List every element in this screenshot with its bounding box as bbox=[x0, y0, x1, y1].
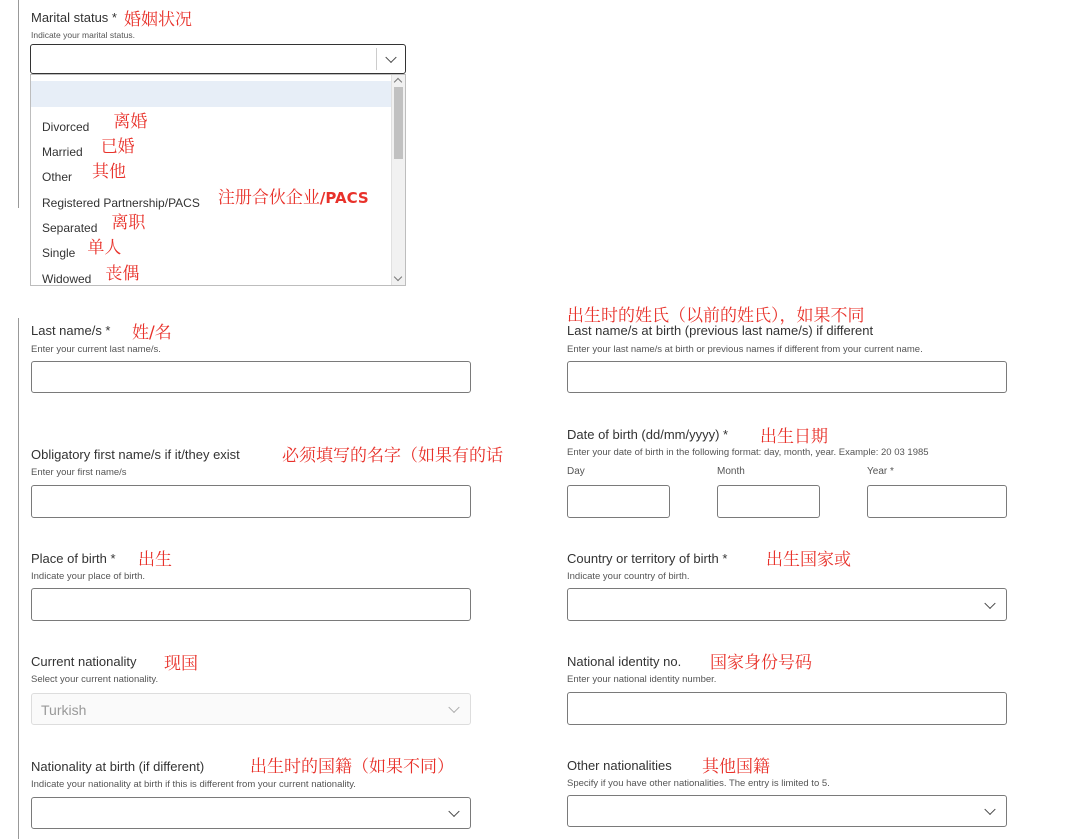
place-of-birth-hint: Indicate your place of birth. bbox=[31, 571, 146, 582]
national-id-hint: Enter your national identity number. bbox=[567, 674, 717, 685]
current-nationality-hint: Select your current nationality. bbox=[31, 674, 159, 685]
dob-year-input[interactable] bbox=[867, 485, 1007, 518]
marital-status-label: Marital status * bbox=[31, 10, 117, 25]
nationality-birth-label: Nationality at birth (if different) bbox=[31, 759, 205, 774]
option-translation-bold: /PACS bbox=[319, 189, 369, 207]
marital-status-hint: Indicate your marital status. bbox=[31, 30, 135, 40]
last-name-birth-hint: Enter your last name/s at birth or previous names if different from your current name. bbox=[567, 344, 923, 355]
left-border-line bbox=[18, 318, 19, 839]
dropdown-option-single[interactable]: Single 单人 bbox=[42, 238, 122, 260]
country-of-birth-label: Country or territory of birth * bbox=[567, 551, 728, 566]
chevron-down-icon[interactable] bbox=[448, 806, 459, 817]
last-name-hint: Enter your current last name/s. bbox=[31, 344, 161, 355]
dob-day-input[interactable] bbox=[567, 485, 670, 518]
first-name-translation: 必须填写的名字（如果有的话 bbox=[282, 446, 503, 466]
dob-month-label: Month bbox=[717, 466, 745, 477]
dropdown-option-widowed[interactable]: Widowed 丧偶 bbox=[42, 264, 140, 286]
current-nationality-select[interactable] bbox=[31, 693, 471, 725]
first-name-hint: Enter your first name/s bbox=[31, 467, 127, 478]
option-translation: 单人 bbox=[87, 238, 122, 258]
last-name-birth-translation: 出生时的姓氏（以前的姓氏），如果不同 bbox=[567, 306, 865, 326]
scrollbar-thumb[interactable] bbox=[394, 87, 403, 159]
option-translation: 离职 bbox=[111, 213, 146, 233]
dropdown-scrollbar[interactable] bbox=[391, 75, 405, 285]
marital-status-dropdown-list bbox=[30, 74, 406, 286]
option-translation: 已婚 bbox=[100, 137, 135, 157]
dropdown-option-other[interactable]: Other 其他 bbox=[42, 162, 127, 184]
first-name-label: Obligatory first name/s if it/they exist bbox=[31, 447, 240, 462]
other-nationalities-label: Other nationalities bbox=[567, 758, 672, 773]
place-of-birth-translation: 出生 bbox=[138, 550, 172, 570]
chevron-down-icon[interactable] bbox=[984, 597, 995, 608]
nationality-birth-select[interactable] bbox=[31, 797, 471, 829]
country-of-birth-select[interactable] bbox=[567, 588, 1007, 621]
chevron-down-icon[interactable] bbox=[385, 52, 396, 63]
last-name-birth-input[interactable] bbox=[567, 361, 1007, 393]
last-name-birth-label: Last name/s at birth (previous last name/s) if different bbox=[567, 323, 874, 338]
first-name-input[interactable] bbox=[31, 485, 471, 518]
dropdown-option-married[interactable]: Married 已婚 bbox=[42, 137, 135, 159]
dob-day-label: Day bbox=[567, 466, 585, 477]
last-name-input[interactable] bbox=[31, 361, 471, 393]
national-id-label: National identity no. bbox=[567, 654, 682, 669]
current-nationality-translation: 现国 bbox=[164, 654, 198, 674]
scroll-down-icon[interactable] bbox=[394, 273, 402, 281]
dob-translation: 出生日期 bbox=[760, 427, 828, 447]
national-id-input[interactable] bbox=[567, 692, 1007, 725]
marital-status-translation: 婚姻状况 bbox=[124, 10, 192, 30]
place-of-birth-label: Place of birth * bbox=[31, 551, 116, 566]
select-divider bbox=[376, 48, 377, 70]
nationality-birth-hint: Indicate your nationality at birth if this is different from your current nationality. bbox=[31, 779, 356, 790]
scroll-up-icon[interactable] bbox=[394, 78, 402, 86]
chevron-down-icon[interactable] bbox=[448, 702, 459, 713]
dob-label: Date of birth (dd/mm/yyyy) * bbox=[567, 427, 729, 442]
option-translation: 注册合伙企业 bbox=[217, 188, 320, 208]
dropdown-option-divorced[interactable]: Divorced 离婚 bbox=[42, 112, 148, 134]
dob-month-input[interactable] bbox=[717, 485, 820, 518]
dob-year-label: Year * bbox=[867, 466, 894, 477]
nationality-birth-translation: 出生时的国籍（如果不同） bbox=[250, 757, 454, 777]
current-nationality-value: Turkish bbox=[41, 702, 87, 718]
current-nationality-label: Current nationality bbox=[31, 654, 137, 669]
other-nationalities-hint: Specify if you have other nationalities. The entry is limited to 5. bbox=[567, 778, 830, 789]
other-nationalities-translation: 其他国籍 bbox=[702, 757, 770, 777]
option-translation: 丧偶 bbox=[105, 264, 140, 284]
left-border-line bbox=[18, 0, 19, 208]
marital-status-select[interactable] bbox=[30, 44, 406, 74]
other-nationalities-select[interactable] bbox=[567, 795, 1007, 827]
dropdown-option-separated[interactable]: Separated 离职 bbox=[42, 213, 146, 235]
country-of-birth-hint: Indicate your country of birth. bbox=[567, 571, 690, 582]
chevron-down-icon[interactable] bbox=[984, 804, 995, 815]
place-of-birth-input[interactable] bbox=[31, 588, 471, 621]
national-id-translation: 国家身份号码 bbox=[710, 653, 812, 673]
country-of-birth-translation: 出生国家或 bbox=[766, 550, 851, 570]
option-translation: 离婚 bbox=[113, 112, 148, 132]
dropdown-option-registered-partnership[interactable]: Registered Partnership/PACS 注册合伙企业/PACS bbox=[42, 188, 369, 210]
option-translation: 其他 bbox=[92, 162, 127, 182]
dropdown-option-empty[interactable] bbox=[31, 81, 393, 107]
dob-hint: Enter your date of birth in the following format: day, month, year. Example: 20 03 1985 bbox=[567, 447, 929, 458]
last-name-translation: 姓/名 bbox=[132, 323, 172, 343]
last-name-label: Last name/s * bbox=[31, 323, 111, 338]
